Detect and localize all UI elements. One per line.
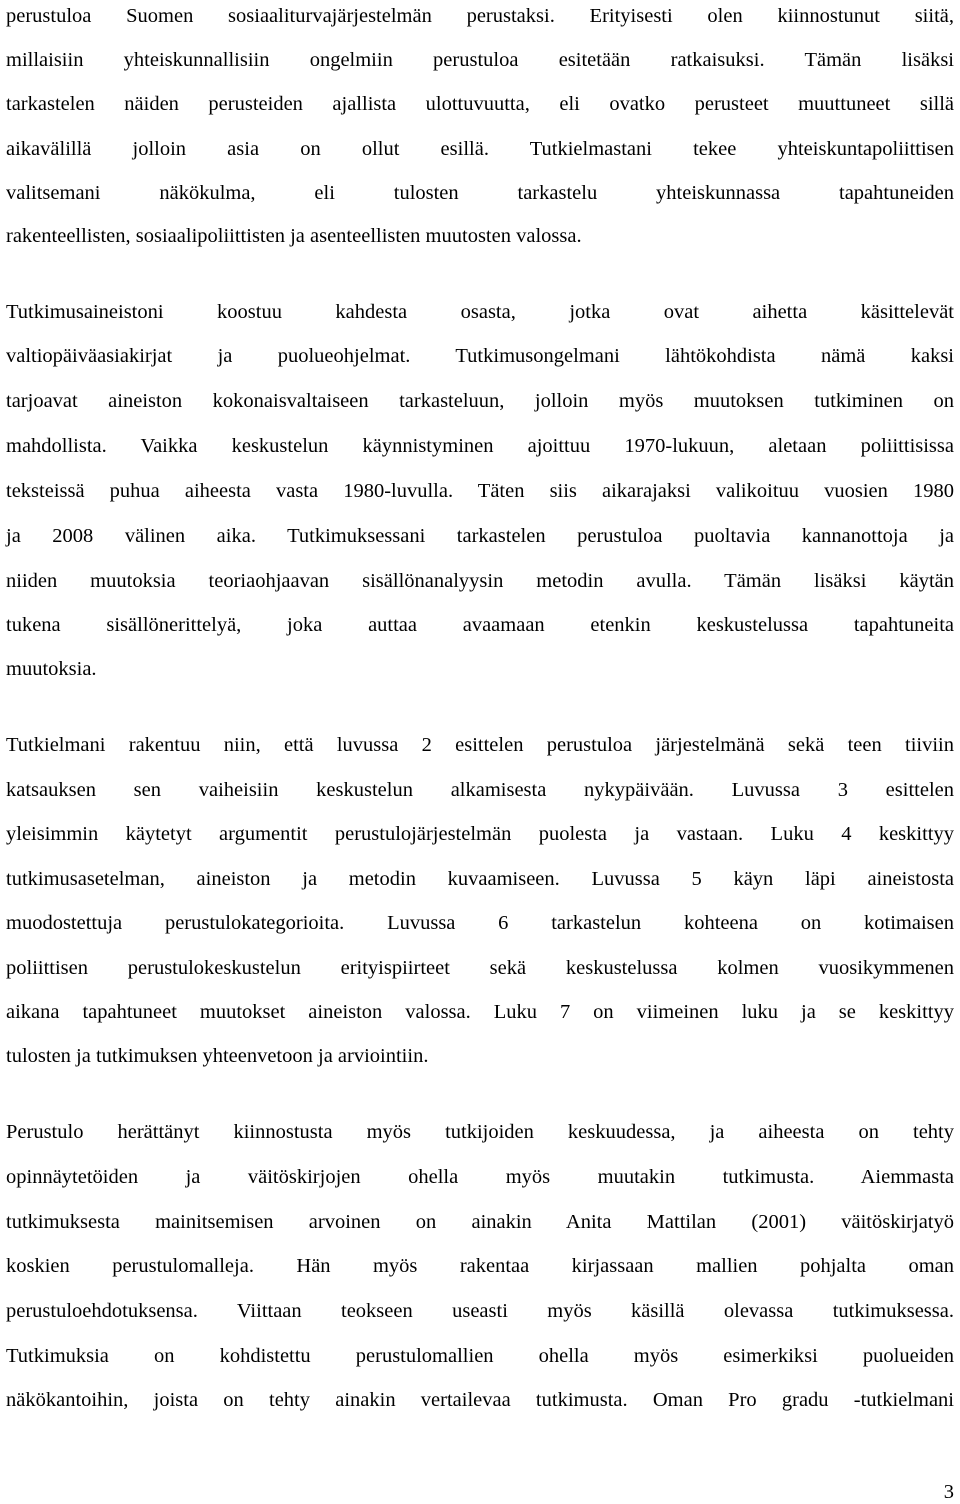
page-number: 3 [943, 1481, 954, 1503]
text-line: muutoksia. [6, 658, 97, 680]
text-line: yleisimmin käytetyt argumentit perustulojärjestelmän puolesta ja vastaan. Luku 4 keskittyy [6, 823, 954, 845]
text-line: tulosten ja tutkimuksen yhteenvetoon ja arviointiin. [6, 1045, 429, 1067]
text-line: aikana tapahtuneet muutokset aineiston valossa. Luku 7 on viimeinen luku ja se keskittyy [6, 1001, 954, 1023]
text-line: Tutkimusaineistoni koostuu kahdesta osasta, jotka ovat aihetta käsittelevät [6, 301, 954, 323]
text-line: näkökantoihin, joista on tehty ainakin vertailevaa tutkimusta. Oman Pro gradu -tutkielmani [6, 1389, 954, 1411]
text-line: poliittisen perustulokeskustelun erityispiirteet sekä keskustelussa kolmen vuosikymmenen [6, 957, 954, 979]
text-line: aikavälillä jolloin asia on ollut esillä. Tutkielmastani tekee yhteiskuntapoliittisen [6, 138, 954, 160]
text-line: tutkimusasetelman, aineiston ja metodin kuvaamiseen. Luvussa 5 käyn läpi aineistosta [6, 868, 954, 890]
text-line: opinnäytetöiden ja väitöskirjojen ohella myös muutakin tutkimusta. Aiemmasta [6, 1166, 954, 1188]
text-line: rakenteellisten, sosiaalipoliittisten ja asenteellisten muutosten valossa. [6, 225, 582, 247]
text-line: mahdollista. Vaikka keskustelun käynnistyminen ajoittuu 1970-lukuun, aletaan poliittisissa [6, 435, 954, 457]
text-line: Tutkimuksia on kohdistettu perustulomallien ohella myös esimerkiksi puolueiden [6, 1345, 954, 1367]
text-line: millaisiin yhteiskunnallisiin ongelmiin perustuloa esitetään ratkaisuksi. Tämän lisäksi [6, 49, 954, 71]
text-line: valtiopäiväasiakirjat ja puolueohjelmat. Tutkimusongelmani lähtökohdista nämä kaksi [6, 345, 954, 367]
text-line: valitsemani näkökulma, eli tulosten tarkastelu yhteiskunnassa tapahtuneiden [6, 182, 954, 204]
text-line: tarkastelen näiden perusteiden ajallista ulottuvuutta, eli ovatko perusteet muuttuneet sillä [6, 93, 954, 115]
text-line: tarjoavat aineiston kokonaisvaltaiseen tarkasteluun, jolloin myös muutoksen tutkiminen on [6, 390, 954, 412]
text-line: teksteissä puhua aiheesta vasta 1980-luvulla. Täten siis aikarajaksi valikoituu vuosien 1980 [6, 480, 954, 502]
text-line: Tutkielmani rakentuu niin, että luvussa 2 esittelen perustuloa järjestelmänä sekä teen tiiviin [6, 734, 954, 756]
text-line: tukena sisällönerittelyä, joka auttaa avaamaan etenkin keskustelussa tapahtuneita [6, 614, 954, 636]
text-line: niiden muutoksia teoriaohjaavan sisällönanalyysin metodin avulla. Tämän lisäksi käytän [6, 570, 954, 592]
text-line: perustuloa Suomen sosiaaliturvajärjestelmän perustaksi. Erityisesti olen kiinnostunut siitä, [6, 5, 954, 27]
text-line: muodostettuja perustulokategorioita. Luvussa 6 tarkastelun kohteena on kotimaisen [6, 912, 954, 934]
text-line: perustuloehdotuksensa. Viittaan teokseen useasti myös käsillä olevassa tutkimuksessa. [6, 1300, 954, 1322]
text-line: tutkimuksesta mainitsemisen arvoinen on ainakin Anita Mattilan (2001) väitöskirjatyö [6, 1211, 954, 1233]
text-line: koskien perustulomalleja. Hän myös rakentaa kirjassaan mallien pohjalta oman [6, 1255, 954, 1277]
text-line: ja 2008 välinen aika. Tutkimuksessani tarkastelen perustuloa puoltavia kannanottoja ja [6, 525, 954, 547]
text-line: Perustulo herättänyt kiinnostusta myös tutkijoiden keskuudessa, ja aiheesta on tehty [6, 1121, 954, 1143]
text-line: katsauksen sen vaiheisiin keskustelun alkamisesta nykypäivään. Luvussa 3 esittelen [6, 779, 954, 801]
